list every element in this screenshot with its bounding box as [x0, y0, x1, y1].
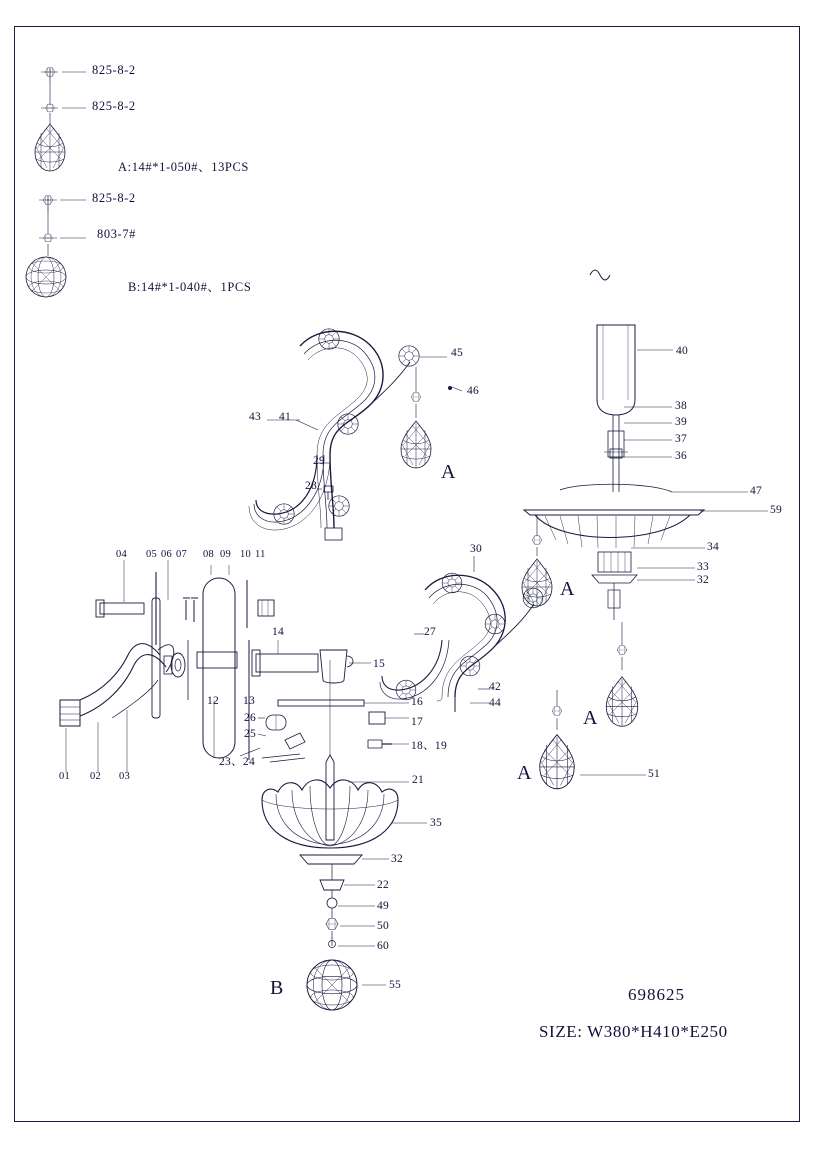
- callout-03: 03: [119, 771, 131, 782]
- crystal-spec-3: A:14#*1-050#、13PCS: [118, 160, 249, 174]
- arm-assembled-view: [380, 556, 543, 712]
- callout-33: 33: [697, 561, 710, 573]
- callout-43: 43: [249, 411, 262, 423]
- crystal-spec-5: 803-7#: [97, 227, 137, 241]
- callout-21: 21: [412, 774, 425, 786]
- callout-11: 11: [255, 549, 266, 560]
- callout-14: 14: [272, 626, 285, 638]
- callout-04: 04: [116, 549, 128, 560]
- callout-06: 06: [161, 549, 173, 560]
- callout-16: 16: [411, 696, 424, 708]
- callout-36: 36: [675, 450, 688, 462]
- group-letter-a-4: A: [517, 762, 532, 784]
- callout-32-upper: 32: [697, 574, 710, 586]
- callout-38: 38: [675, 400, 688, 412]
- callout-09: 09: [220, 549, 232, 560]
- crystal-spec-1: 825-8-2: [92, 63, 136, 77]
- callout-41: 41: [279, 411, 292, 423]
- callout-23-24: 23、24: [219, 756, 255, 768]
- callout-01: 01: [59, 771, 71, 782]
- callout-15: 15: [373, 658, 386, 670]
- callout-60: 60: [377, 940, 390, 952]
- lotus-bowl-assembly: [262, 660, 427, 1010]
- callout-45: 45: [451, 347, 464, 359]
- callout-35: 35: [430, 817, 443, 829]
- callout-46: 46: [467, 385, 480, 397]
- callout-55: 55: [389, 979, 402, 991]
- crystal-spec-4: 825-8-2: [92, 191, 136, 205]
- callout-02: 02: [90, 771, 102, 782]
- callout-07: 07: [176, 549, 188, 560]
- callout-34: 34: [707, 541, 720, 553]
- callout-08: 08: [203, 549, 215, 560]
- callout-22: 22: [377, 879, 390, 891]
- callout-47: 47: [750, 485, 763, 497]
- group-letter-b: B: [270, 977, 284, 999]
- callout-44: 44: [489, 697, 502, 709]
- callout-42: 42: [489, 681, 502, 693]
- callout-51: 51: [648, 768, 661, 780]
- arm-detail-upper: [249, 329, 462, 540]
- callout-37: 37: [675, 433, 688, 445]
- model-code: 698625: [628, 985, 685, 1004]
- callout-18-19: 18、19: [411, 740, 447, 752]
- crystal-spec-2: 825-8-2: [92, 99, 136, 113]
- callout-10: 10: [240, 549, 252, 560]
- callout-40: 40: [676, 345, 689, 357]
- group-letter-a-3: A: [583, 707, 598, 729]
- callout-28: 28: [305, 480, 318, 492]
- callout-25: 25: [244, 728, 257, 740]
- group-letter-a-1: A: [441, 461, 456, 483]
- callout-05: 05: [146, 549, 158, 560]
- callout-12: 12: [207, 695, 220, 707]
- callout-17: 17: [411, 716, 424, 728]
- size-spec: SIZE: W380*H410*E250: [539, 1022, 728, 1041]
- callout-30: 30: [470, 543, 483, 555]
- callout-27: 27: [424, 626, 437, 638]
- callout-39: 39: [675, 416, 688, 428]
- callout-29: 29: [313, 455, 326, 467]
- callout-13: 13: [243, 695, 256, 707]
- callout-49: 49: [377, 900, 390, 912]
- callout-26: 26: [244, 712, 257, 724]
- group-letter-a-2: A: [560, 578, 575, 600]
- callout-50: 50: [377, 920, 390, 932]
- socket-assembly-detail: [522, 325, 768, 789]
- wall-bracket-detail: [60, 598, 249, 772]
- crystal-spec-6: B:14#*1-040#、1PCS: [128, 280, 252, 294]
- crystal-spec-illustration-group: [26, 68, 86, 297]
- callout-59: 59: [770, 504, 783, 516]
- callout-32-lower: 32: [391, 853, 404, 865]
